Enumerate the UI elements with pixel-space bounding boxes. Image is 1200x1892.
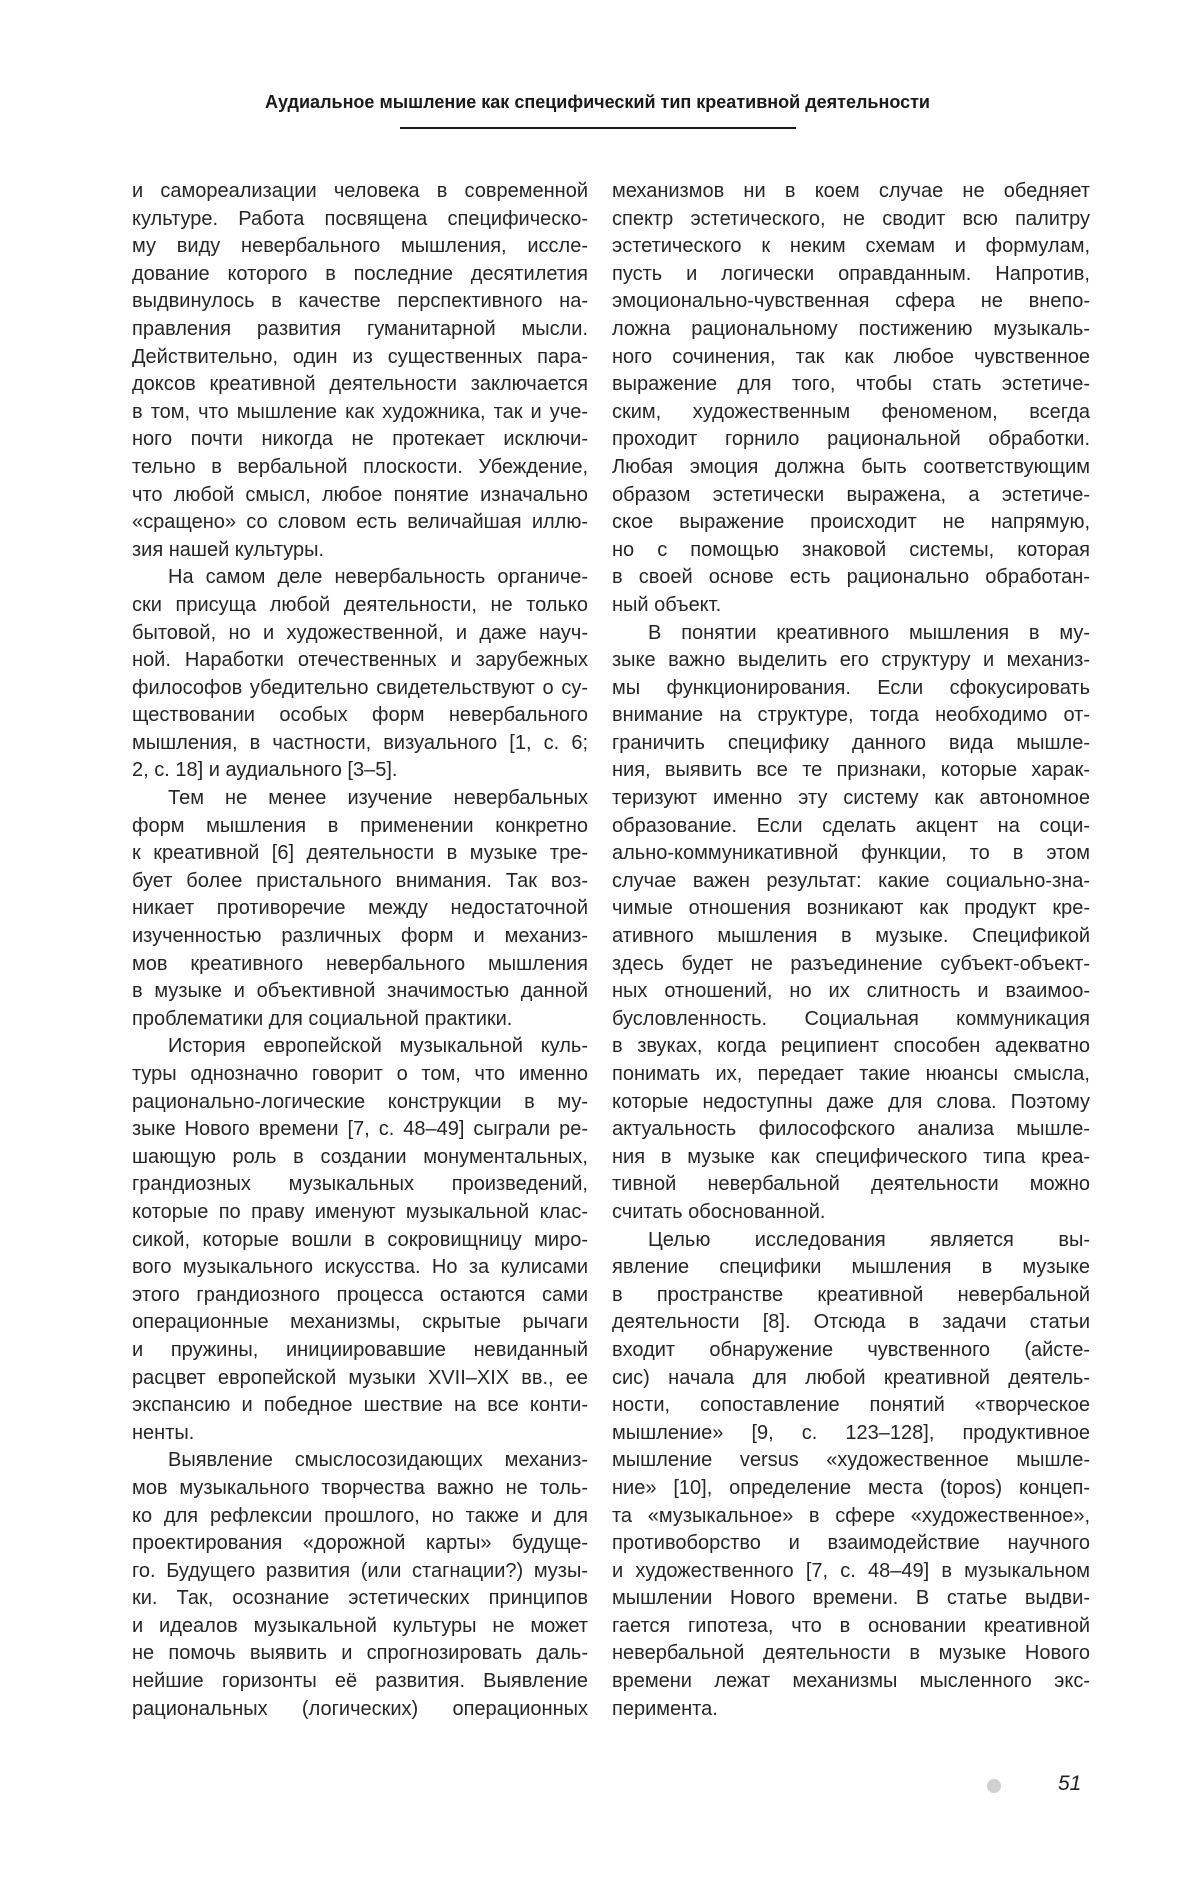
text-line: рациональных (логических) операционных [132,1697,588,1720]
text-line: к креативной [6] деятельности в музыке тре- [132,842,588,865]
text-line: История европейской музыкальной куль- [168,1035,588,1058]
paragraph [132,1033,588,1447]
text-line: доксов креативной деятельности заключается [132,373,588,396]
text-column-right [612,178,1090,1723]
text-line: в звуках, когда реципиент способен адекватно [612,1035,1090,1058]
paragraph [132,785,588,1033]
text-line: 2, с. 18] и аудиального [3–5]. [132,759,398,782]
text-line: бует более пристального внимания. Так воз- [132,869,588,892]
text-line: ности, сопоставление понятий «творческое [612,1394,1090,1417]
text-line: проблематики для социальной практики. [132,1007,513,1030]
text-line: операционные механизмы, скрытые рычаги [132,1311,588,1334]
text-line: ально-коммуникативной функции, то в этом [612,842,1090,865]
text-line: и художественного [7, с. 48–49] в музыкальном [612,1559,1090,1582]
text-line: времени лежат механизмы мысленного экс- [612,1670,1090,1693]
paragraph [132,178,588,564]
text-line: ния в музыке как специфического типа креа- [612,1145,1090,1168]
text-line: В понятии креативного мышления в му- [648,621,1090,644]
text-line: противоборство и взаимодействие научного [612,1532,1090,1555]
text-line: ложна рациональному постижению музыкаль- [612,317,1090,340]
text-line: образование. Если сделать акцент на соци- [612,814,1090,837]
text-line: которые недоступны даже для слова. Поэтому [612,1090,1090,1113]
text-line: и пружины, инициировавшие невиданный [132,1338,588,1361]
text-line: На самом деле невербальность органиче- [168,566,588,589]
text-line: ного почти никогда не протекает исключи- [132,428,588,451]
text-line: вого музыкального искусства. Но за кулисами [132,1256,588,1279]
text-line: грандиозных музыкальных произведений, [132,1173,588,1196]
text-line: расцвет европейской музыки XVII–XIX вв., ее [132,1366,588,1389]
paragraph [132,1447,588,1723]
text-line: но с помощью знаковой системы, которая [612,538,1090,561]
text-line: выражение для того, чтобы стать эстетиче- [612,373,1090,396]
text-line: культуре. Работа посвящена специфическо- [132,207,588,230]
text-line: ной. Наработки отечественных и зарубежных [132,649,588,672]
text-line: тельно в вербальной плоскости. Убеждение, [132,455,588,478]
text-line: шающую роль в создании монументальных, [132,1145,588,1168]
text-line: образом эстетически выражена, а эстетиче- [612,483,1090,506]
text-line: ных отношений, но их слитность и взаимоо- [612,980,1090,1003]
text-line: зыке Нового времени [7, с. 48–49] сыграли ре- [132,1118,588,1141]
text-line: механизмов ни в коем случае не обедняет [612,180,1090,202]
text-line: мышления, в частности, визуального [1, с. 6; [132,731,588,754]
text-line: выдвинулось в качестве перспективного на- [132,290,588,313]
text-column-left [132,178,588,1723]
text-line: ативного мышления в музыке. Спецификой [612,925,1090,948]
text-line: что любой смысл, любое понятие изначально [132,483,588,506]
text-line: сикой, которые вошли в сокровищницу миро- [132,1228,588,1251]
text-line: бусловленность. Социальная коммуникация [612,1007,1090,1030]
text-line: правления развития гуманитарной мысли. [132,317,588,340]
text-line: гается гипотеза, что в основании креативной [612,1614,1090,1637]
text-line: Любая эмоция должна быть соответствующим [612,455,1090,478]
text-line: ски присуща любой деятельности, не только [132,593,588,616]
text-line: изученностью различных форм и механиз- [132,925,588,948]
text-line: туры однозначно говорит о том, что именно [132,1063,588,1085]
text-line: нейшие горизонты её развития. Выявление [132,1670,588,1693]
text-line: которые по праву именуют музыкальной клас- [132,1200,588,1223]
text-line: в своей основе есть рационально обработан- [612,566,1090,589]
paragraph [612,1227,1090,1724]
text-line: ским, художественным феноменом, всегда [612,400,1090,423]
text-line: та «музыкальное» в сфере «художественное», [612,1504,1090,1527]
text-line: пусть и логически оправданным. Напротив, [612,262,1090,285]
text-line: невербальной деятельности в музыке Нового [612,1642,1090,1665]
text-line: зия нашей культуры. [132,538,325,561]
text-line: здесь будет не разъединение субъект-объект- [612,952,1090,975]
text-line: никает противоречие между недостаточной [132,897,588,920]
text-line: Тем не менее изучение невербальных [168,787,588,810]
text-line: бытовой, но и художественной, и даже науч- [132,621,588,644]
text-line: считать обоснованной. [612,1200,826,1223]
text-line: и идеалов музыкальной культуры не может [132,1614,588,1637]
text-line: «сращено» со словом есть величайшая иллю- [132,511,588,534]
text-line: эстетического к неким схемам и формулам, [612,235,1090,258]
text-line: не помочь выявить и спрогнозировать даль- [132,1642,588,1665]
text-line: ния, выявить все те признаки, которые харак- [612,759,1090,782]
text-line: мов креативного невербального мышления [132,952,588,975]
text-line: экспансию и победное шествие на все конти- [132,1394,588,1417]
text-line: зыке важно выделить его структуру и механиз- [612,649,1090,672]
text-line: рационально-логические конструкции в му- [132,1090,588,1113]
text-line: актуальность философского анализа мышле- [612,1118,1090,1141]
text-line: случае важен результат: какие социально-зна- [612,869,1090,892]
text-line: ки. Так, осознание эстетических принципов [132,1587,588,1610]
text-line: ское выражение происходит не напрямую, [612,511,1090,534]
text-line: дование которого в последние десятилетия [132,262,588,285]
text-line: ко для рефлексии прошлого, но также и для [132,1504,588,1527]
header-rule [400,127,796,129]
text-line: мышление» [9, с. 123–128], продуктивное [612,1421,1090,1444]
text-line: деятельности [8]. Отсюда в задачи статьи [612,1311,1090,1334]
text-line: мы функционирования. Если сфокусировать [612,676,1090,699]
text-line: мышлении Нового времени. В статье выдви- [612,1587,1090,1610]
text-line: проектирования «дорожной карты» будуще- [132,1532,588,1555]
text-line: спектр эстетического, не сводит всю палитру [612,207,1090,230]
text-line: ного сочинения, так как любое чувственное [612,345,1090,368]
text-line: ненты. [132,1421,195,1444]
running-title: Аудиальное мышление как специфический тип креативной деятельности [265,92,930,112]
text-line: го. Будущего развития (или стагнации?) музы- [132,1559,588,1582]
text-line: Целью исследования является вы- [648,1228,1090,1251]
text-line: граничить специфику данного вида мышле- [612,731,1090,754]
text-line: ние» [10], определение места (topos) концеп- [612,1476,1090,1499]
text-line: форм мышления в применении конкретно [132,814,588,837]
text-line: в музыке и объективной значимостью данной [132,980,588,1003]
text-line: тивной невербальной деятельности можно [612,1173,1090,1196]
text-line: чимые отношения возникают как продукт кре- [612,897,1090,920]
text-line: в том, что мышление как художника, так и уче- [132,400,588,423]
paragraph [612,620,1090,1227]
text-line: философов убедительно свидетельствуют о су- [132,676,588,699]
text-line: понимать их, передает такие нюансы смысла, [612,1063,1090,1085]
text-line: явление специфики мышления в музыке [612,1256,1090,1279]
text-line: мышление versus «художественное мышле- [612,1449,1090,1472]
text-line: этого грандиозного процесса остаются сами [132,1283,588,1306]
text-line: внимание на структуре, тогда необходимо от- [612,704,1090,727]
text-line: в пространстве креативной невербальной [612,1283,1090,1306]
text-line: проходит горнило рациональной обработки. [612,428,1090,451]
page-number: 51 [1058,1772,1082,1795]
paragraph [132,564,588,785]
text-line: сис) начала для любой креативной деятель- [612,1366,1090,1389]
text-line: мов музыкального творчества важно не толь- [132,1476,588,1499]
text-line: Выявление смыслосозидающих механиз- [168,1449,588,1472]
text-line: теризуют именно эту систему как автономное [612,787,1090,810]
text-line: Действительно, один из существенных пара- [132,345,588,368]
paragraph [612,178,1090,620]
text-line: входит обнаружение чувственного (айсте- [612,1338,1090,1361]
text-line: перимента. [612,1697,718,1720]
text-line: му виду невербального мышления, иссле- [132,235,588,258]
text-line: и самореализации человека в современной [132,180,588,202]
page-marker-dot-icon [987,1779,1001,1793]
text-line: эмоционально-чувственная сфера не внепо- [612,290,1090,313]
text-line: ществовании особых форм невербального [132,704,588,727]
text-line: ный объект. [612,593,722,616]
